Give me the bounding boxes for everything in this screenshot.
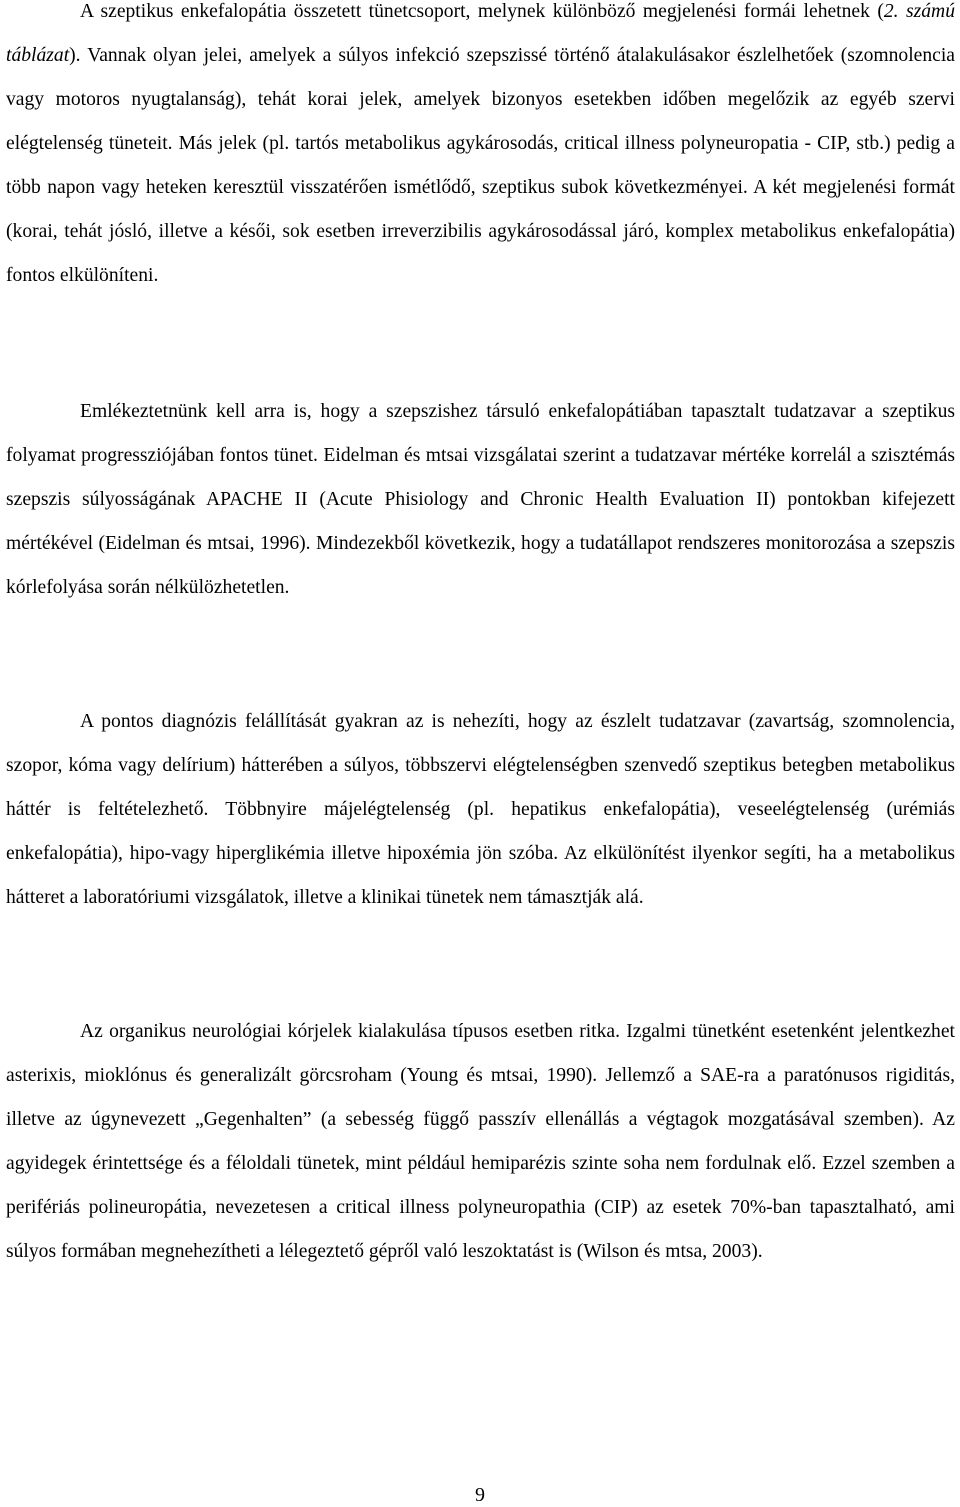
paragraph-1 [6,0,955,298]
paragraph-1-text-end: ). Vannak olyan jelei, amelyek a súlyos infekció szepszissé történő átalakulásakor észlelhetőek (szomnolencia vagy motoros nyugtalanság), tehát korai jelek, amelyek bizonyos esetekben időben megelőzik az egyéb szervi elégtelenség tüneteit. Más jelek (pl. tartós metabolikus agykárosodás, critical illness polyneuropatia - CIP, stb.) pedig a több napon vagy heteken keresztül visszatérően ismétlődő, szeptikus subok következményei. A két megjelenési formát (korai, tehát jósló, illetve a késői, sok esetben irreverzibilis agykárosodással járó, komplex metabolikus enkefalopátia) fontos elkülöníteni. [6,45,955,286]
table-reference: 2. számú táblázat [6,1,955,66]
paragraph-3: A pontos diagnózis felállítását gyakran az is nehezíti, hogy az észlelt tudatzavar (zavartság, szomnolencia, szopor, kóma vagy delírium) hátterében a súlyos, többszervi elégtelenségben szenvedő szeptikus betegben metabolikus háttér is feltételezhető. Többnyire májelégtelenség (pl. hepatikus enkefalopátia), veseelégtelenség (urémiás enkefalopátia), hipo-vagy hiperglikémia illetve hipoxémia jön szóba. Az elkülönítést ilyenkor segíti, ha a metabolikus hátteret a laboratóriumi vizsgálatok, illetve a klinikai tünetek nem támasztják alá. [6,711,955,908]
paragraph-2: Emlékeztetnünk kell arra is, hogy a szepszishez társuló enkefalopátiában tapasztalt tudatzavar a szeptikus folyamat progressziójában fontos tünet. Eidelman és mtsai vizsgálatai szerint a tudatzavar mértéke korrelál a szisztémás szepszis súlyosságának APACHE II (Acute Phisiology and Chronic Health Evaluation II) pontokban kifejezett mértékével (Eidelman és mtsai, 1996). Mindezekből következik, hogy a tudatállapot rendszeres monitorozása a szepszis kórlefolyása során nélkülözhetetlen. [6,401,955,598]
paragraph-1-text-start: A szeptikus enkefalopátia összetett tünetcsoport, melynek különböző megjelenési formái lehetnek ( [80,1,884,22]
page-number: 9 [475,1484,485,1506]
paragraph-4: Az organikus neurológiai kórjelek kialakulása típusos esetben ritka. Izgalmi tünetként esetenként jelentkezhet asterixis, mioklónus és generalizált görcsroham (Young és mtsai, 1990). Jellemző a SAE-ra a paratónusos rigiditás, illetve az úgynevezett „Gegenhalten” (a sebesség függő passzív ellenállás a végtagok mozgatásával szemben). Az agyidegek érintettsége és a féloldali tünetek, mint például hemiparézis szinte soha nem fordulnak elő. Ezzel szemben a perifériás polineuropátia, nevezetesen a critical illness polyneuropathia (CIP) az esetek 70%-ban tapasztalható, ami súlyos formában megnehezítheti a lélegeztető gépről való leszoktatást is (Wilson és mtsa, 2003). [6,1021,955,1262]
